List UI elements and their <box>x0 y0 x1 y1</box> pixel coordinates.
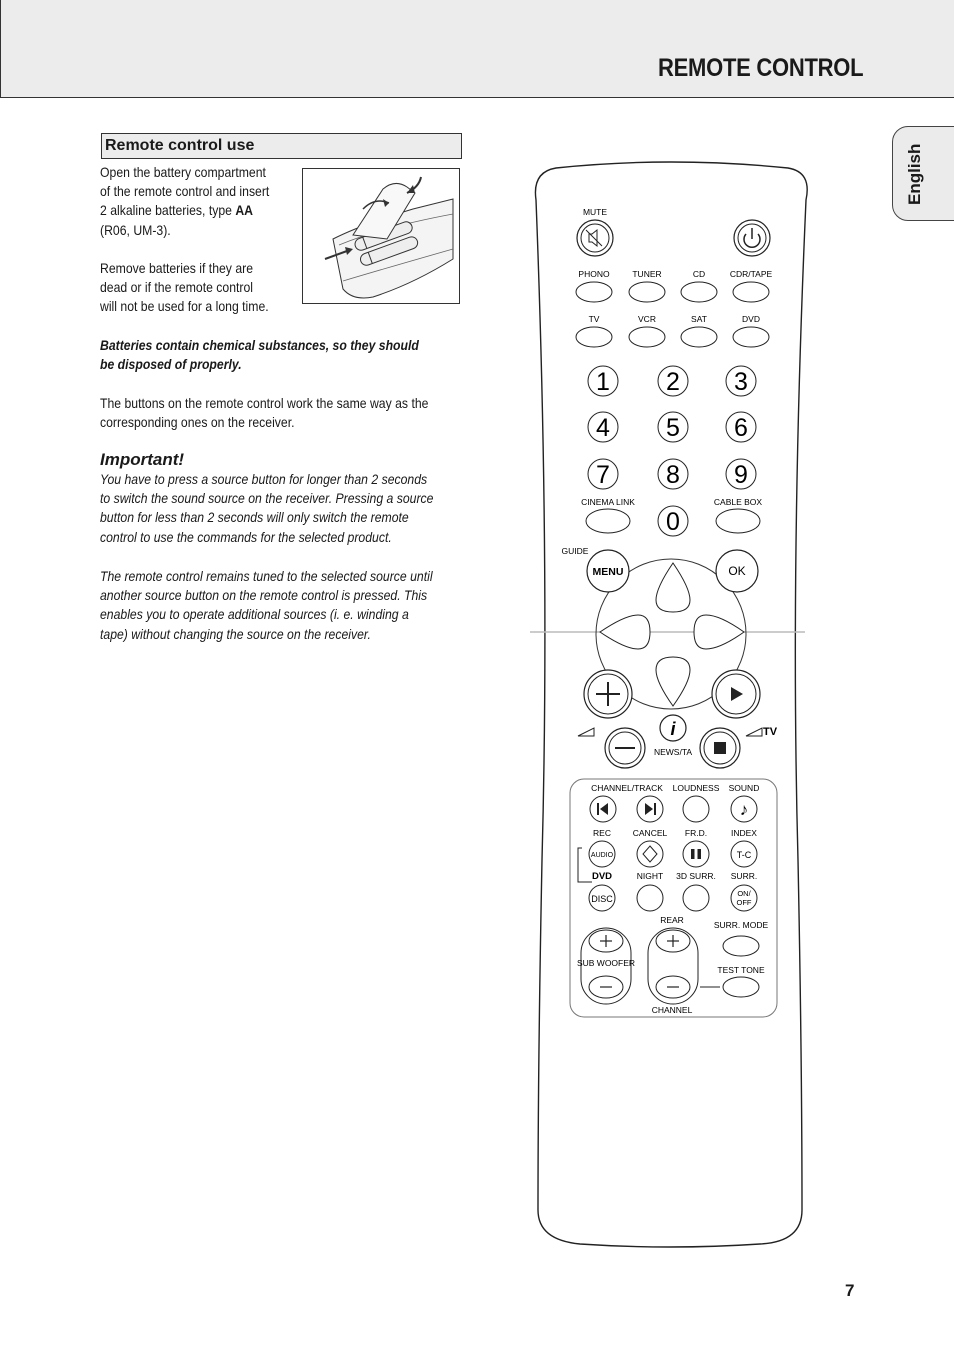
text-line: Open the battery compartment <box>100 165 266 180</box>
digit-label: 8 <box>666 461 680 489</box>
3d-surr-button[interactable] <box>683 885 709 911</box>
on-label: ON/ <box>737 889 751 898</box>
text-line: Batteries contain chemical substances, so they should <box>100 338 419 353</box>
cable-box-label: CABLE BOX <box>713 497 763 507</box>
text-line: enables you to operate additional sources (i. e. winding a <box>100 607 409 623</box>
text-line: be disposed of properly. <box>100 357 242 373</box>
dvd-button[interactable] <box>733 327 769 347</box>
digit-label: 6 <box>734 414 748 442</box>
dvd-label: DVD <box>591 871 613 882</box>
remote-body <box>535 162 807 1247</box>
guide-label: GUIDE <box>561 546 589 556</box>
text-span: 2 alkaline batteries, type <box>100 203 236 219</box>
digit-label: 7 <box>596 461 610 489</box>
battery-type: AA <box>235 203 254 219</box>
text-line: corresponding ones on the receiver. <box>100 415 295 431</box>
text-line: (R06, UM-3). <box>100 222 171 238</box>
language-tab-label: English <box>905 143 924 205</box>
mute-label: MUTE <box>582 207 608 217</box>
section-title: Remote control use <box>105 137 255 154</box>
info-icon: i <box>670 719 676 739</box>
source-label: DVD <box>742 314 760 324</box>
battery-drawing <box>303 169 459 303</box>
cinema-link-button[interactable] <box>586 509 630 533</box>
text-line: button for less than 2 seconds will only switch the remote <box>100 510 409 526</box>
sound-label: SOUND <box>728 783 760 793</box>
rec-label: REC <box>593 828 611 838</box>
cable-box-button[interactable] <box>716 509 760 533</box>
3d-surr-label: 3D SURR. <box>676 871 716 881</box>
disc-label: DISC <box>591 894 613 904</box>
source-label: TV <box>588 314 600 324</box>
text-line: Remove batteries if they are <box>100 261 254 276</box>
stop-icon <box>714 742 726 754</box>
digit-label: 0 <box>666 508 680 536</box>
off-label: OFF <box>736 898 752 907</box>
sub-woofer-label: SUB WOOFER <box>576 958 636 968</box>
page-title: REMOTE CONTROL <box>658 54 864 82</box>
important-text-1 <box>100 470 433 547</box>
channel-label: CHANNEL <box>651 1005 693 1015</box>
source-label: SAT <box>691 314 707 324</box>
mute-button[interactable] <box>577 220 613 256</box>
cancel-label: CANCEL <box>632 828 668 838</box>
remote-control <box>530 160 810 1250</box>
digit-label: 9 <box>734 461 748 489</box>
cdr-tape-button[interactable] <box>733 282 769 302</box>
tuner-button[interactable] <box>629 282 665 302</box>
audio-label: AUDIO <box>590 852 614 859</box>
night-button[interactable] <box>637 885 663 911</box>
source-label: TUNER <box>632 269 662 279</box>
vcr-button[interactable] <box>629 327 665 347</box>
text-line: another source button on the remote control is pressed. This <box>100 588 428 604</box>
digit-label: 5 <box>666 414 680 442</box>
text-line: The buttons on the remote control work the same way as the <box>100 396 429 411</box>
loudness-label: LOUDNESS <box>672 783 720 793</box>
surr-mode-label: SURR. MODE <box>713 920 769 930</box>
phono-button[interactable] <box>576 282 612 302</box>
test-tone-button[interactable] <box>723 977 759 997</box>
text-line: dead or if the remote control <box>100 280 254 296</box>
cancel-button[interactable] <box>637 841 663 867</box>
rear-label: REAR <box>660 915 684 925</box>
pause-button[interactable] <box>683 841 709 867</box>
channel-track-label: CHANNEL/TRACK <box>591 783 663 793</box>
language-tab <box>892 126 954 221</box>
cinema-link-label: CINEMA LINK <box>581 497 635 507</box>
digit-label: 1 <box>596 368 610 396</box>
text-line: control to use the commands for the selected product. <box>100 529 392 545</box>
index-label: INDEX <box>731 828 757 838</box>
battery-removal-text <box>100 259 269 317</box>
text-line: of the remote control and insert <box>100 184 270 200</box>
battery-warning <box>100 336 419 374</box>
tv-button[interactable] <box>576 327 612 347</box>
night-label: NIGHT <box>636 871 664 881</box>
text-line: You have to press a source button for longer than 2 seconds <box>100 472 428 487</box>
important-heading: Important! <box>100 450 185 469</box>
source-label: CDR/TAPE <box>729 269 773 279</box>
test-tone-label: TEST TONE <box>717 965 765 975</box>
ok-label: OK <box>728 564 746 578</box>
source-label: CD <box>692 269 706 279</box>
buttons-note <box>100 394 428 432</box>
tc-label: T-C <box>736 850 752 860</box>
digit-label: 3 <box>734 368 748 396</box>
surr-label: SURR. <box>730 871 758 881</box>
text-line: The remote control remains tuned to the selected source until <box>100 569 433 584</box>
text-line: will not be used for a long time. <box>100 299 269 315</box>
loudness-button[interactable] <box>683 796 709 822</box>
surr-mode-button[interactable] <box>723 936 759 956</box>
tv-volume-label: TV <box>763 726 778 738</box>
music-note-icon: ♪ <box>739 800 749 819</box>
section-heading <box>101 133 462 159</box>
sat-button[interactable] <box>681 327 717 347</box>
menu-label: MENU <box>592 566 624 578</box>
source-label: PHONO <box>578 269 610 279</box>
frd-label: FR.D. <box>684 828 708 838</box>
news-ta-label: NEWS/TA <box>653 747 693 757</box>
cd-button[interactable] <box>681 282 717 302</box>
header-band <box>0 0 954 98</box>
battery-instructions <box>100 163 269 240</box>
digit-label: 2 <box>666 368 680 396</box>
source-label: VCR <box>638 314 656 324</box>
text-line: tape) without changing the source on the receiver. <box>100 626 371 642</box>
battery-illustration <box>302 168 460 304</box>
digit-label: 4 <box>596 414 610 442</box>
important-text-2 <box>100 567 433 644</box>
page-number: 7 <box>845 1281 855 1300</box>
text-line <box>100 201 269 220</box>
text-line: to switch the sound source on the receiver. Pressing a source <box>100 491 434 507</box>
